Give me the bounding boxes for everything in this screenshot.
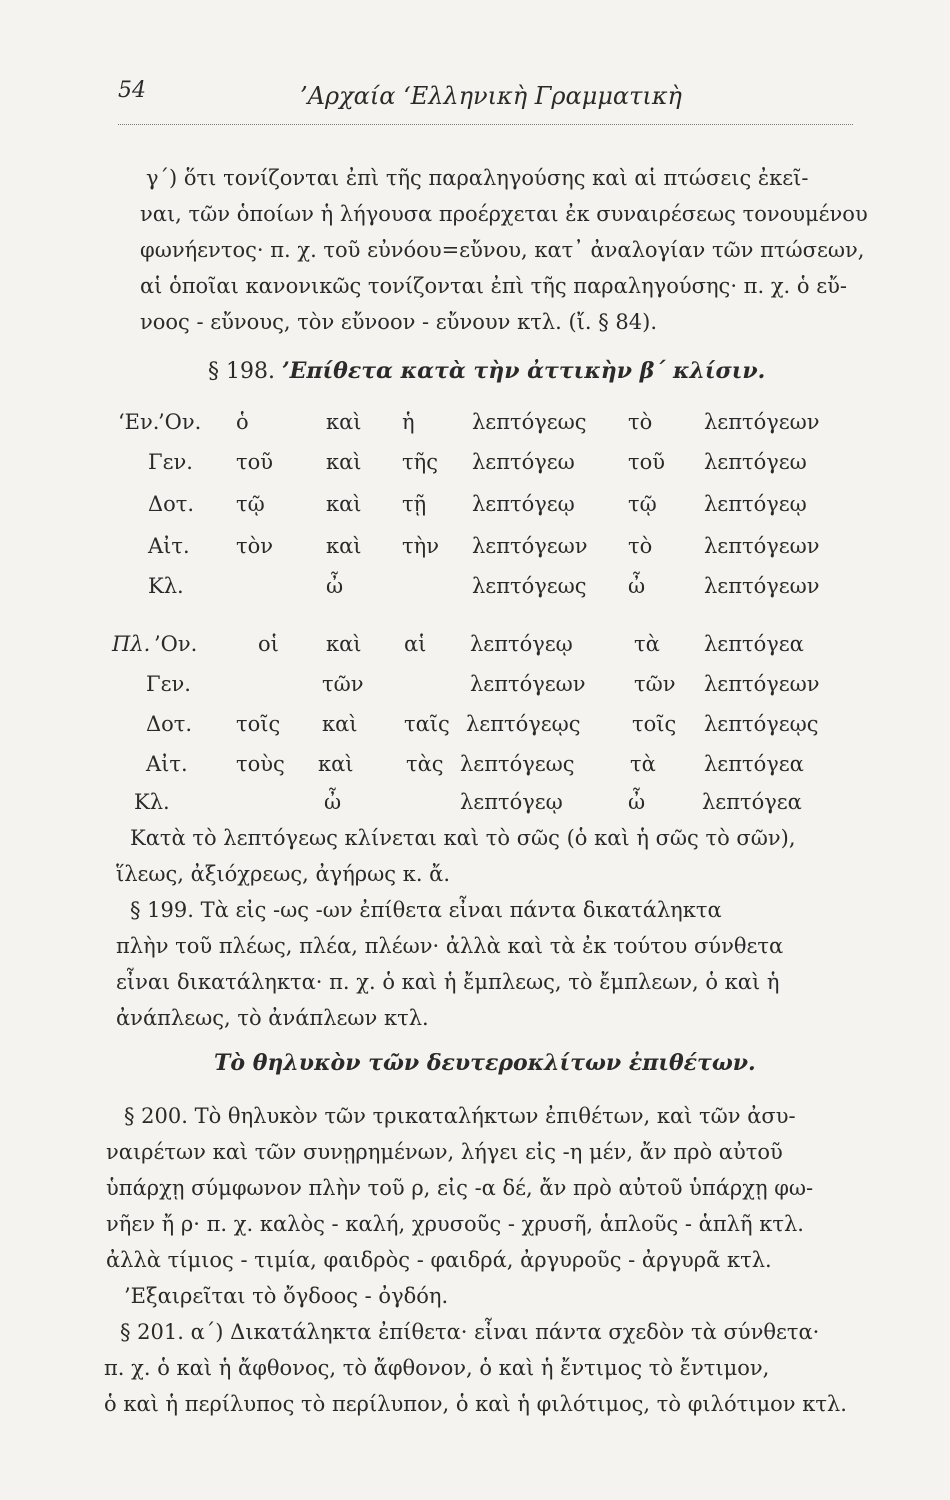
number-label: ‘Εν. [118,410,160,434]
neut-form: λεπτόγεῳ [704,492,807,516]
section-title: ’Επίθετα κατὰ τὴν ἀττικὴν β´ κλίσιν. [281,358,766,384]
fem-article: τῇ [402,492,427,516]
running-title: ’Αρχαία ‘Ελληνικὴ Γραμματικὴ [300,82,682,110]
case-label: Αἰτ. [148,534,190,558]
adjective-form: λεπτόγεων [470,672,586,696]
article: τῶν [322,672,364,696]
fem-article: τῆς [402,450,438,474]
case-label: Γεν. [148,450,193,474]
text-line: ἀλλὰ τίμιος - τιμία, φαιδρὸς - φαιδρά, ἀργυροῦς - ἀργυρᾶ κτλ. [106,1248,772,1272]
neut-article: τὰ [630,752,656,776]
neut-form: λεπτόγεα [704,632,804,656]
text-line: πλὴν τοῦ πλέως, πλέα, πλέων· ἀλλὰ καὶ τὰ ἐκ τούτου σύνθετα [116,934,784,958]
text-line: αἱ ὁποῖαι κανονικῶς τονίζονται ἐπὶ τῆς παραληγούσης· π. χ. ὁ εὔ- [140,274,847,298]
text-line: π. χ. ὁ καὶ ἡ ἄφθονος, τὸ ἄφθονον, ὁ καὶ ἡ ἔντιμος τὸ ἔντιμον, [104,1356,770,1380]
intro-paragraph [140,160,868,340]
adjective-form: λεπτόγεων [472,534,588,558]
masc-article: τοῖς [236,712,281,736]
text-line: § 200. Τὸ θηλυκὸν τῶν τρικαταλήκτων ἐπιθέτων, καὶ τῶν ἀσυ- [124,1104,796,1128]
neut-form: λεπτόγεα [704,752,804,776]
text-line: § 201. α´) Δικατάληκτα ἐπίθετα· εἶναι πάντα σχεδὸν τὰ σύνθετα· [120,1320,820,1344]
neut-article: ὦ [628,790,646,814]
adjective-form: λεπτόγεως [472,574,587,598]
conjunction: καὶ [326,492,362,516]
fem-article: ταῖς [404,712,450,736]
neut-article: τὸ [628,410,653,434]
masc-article: οἱ [258,632,279,656]
neut-form: λεπτόγεων [704,410,820,434]
text-line: εἶναι δικατάληκτα· π. χ. ὁ καὶ ἡ ἔμπλεως, τὸ ἔμπλεων, ὁ καὶ ἡ [116,970,780,994]
text-line: νοος - εὔνους, τὸν εὔνοον - εὔνουν κτλ. (ἴ. § 84). [140,310,658,334]
neut-article: τῶν [634,672,676,696]
text-line: § 199. Τὰ εἰς -ως -ων ἐπίθετα εἶναι πάντα δικατάληκτα [130,898,722,922]
section-199-paragraph [116,892,876,1036]
vocative-particle: ὦ [326,574,344,598]
masc-article: τὸν [236,534,274,558]
subheading: Τὸ θηλυκὸν τῶν δευτεροκλίτων ἐπιθέτων. [214,1050,756,1076]
text-line: Κατὰ τὸ λεπτόγεως κλίνεται καὶ τὸ σῶς (ὁ καὶ ἡ σῶς τὸ σῶν), [130,826,796,850]
neut-article: τῷ [628,492,657,516]
case-label: ’Ον. [158,410,202,434]
vocative-particle: ὦ [324,790,342,814]
adjective-form: λεπτόγεως [460,752,575,776]
conjunction: καὶ [326,410,362,434]
text-line: νῆεν ἤ ρ· π. χ. καλὸς - καλή, χρυσοῦς - χρυσῆ, ἁπλοῦς - ἁπλῆ κτλ. [106,1212,804,1236]
neut-form: λεπτόγεων [704,574,820,598]
text-line: ναιρέτων καὶ τῶν συνῃρημένων, λήγει εἰς -η μέν, ἄν πρὸ αὐτοῦ [106,1140,783,1164]
neut-form: λεπτόγεα [702,790,802,814]
adjective-form: λεπτόγεως [472,410,587,434]
neut-article: τοῖς [632,712,677,736]
fem-article: ἡ [402,410,415,434]
neut-form: λεπτόγεων [704,534,820,558]
text-line: ναι, τῶν ὁποίων ἡ λήγουσα προέρχεται ἐκ συναιρέσεως τονουμένου [140,202,868,226]
header-rule [118,124,853,125]
case-label: Γεν. [146,672,191,696]
after-table-paragraph [116,820,876,892]
case-label: Κλ. [134,790,170,814]
neut-form: λεπτόγεῳς [704,712,819,736]
conjunction: καὶ [326,450,362,474]
neut-article: τὰ [634,632,660,656]
case-label: Αἰτ. [146,752,188,776]
case-label: Κλ. [148,574,184,598]
adjective-form: λεπτόγεῳς [466,712,581,736]
text-line: φωνήεντος· π. χ. τοῦ εὐνόου=εὔνου, κατ᾽ ἀναλογίαν τῶν πτώσεων, [140,238,865,262]
text-line: ’Εξαιρεῖται τὸ ὄγδοος - ὀγδόη. [124,1284,449,1308]
conjunction: καὶ [318,752,354,776]
section-number: § 198. [208,359,275,384]
fem-article: τὴν [402,534,439,558]
conjunction: καὶ [326,534,362,558]
section-200-paragraph [106,1098,876,1314]
page-number: 54 [118,78,146,103]
adjective-form: λεπτόγεῳ [472,492,575,516]
fem-article: τὰς [406,752,444,776]
text-line: ἀνάπλεως, τὸ ἀνάπλεων κτλ. [116,1006,429,1030]
text-line: γ´) ὅτι τονίζονται ἐπὶ τῆς παραληγούσης καὶ αἱ πτώσεις ἐκεῖ- [146,166,809,190]
neut-article: τὸ [628,534,653,558]
neut-form: λεπτόγεω [704,450,807,474]
case-label: ’Ον. [154,632,198,656]
masc-article: τοὺς [236,752,285,776]
conjunction: καὶ [326,632,362,656]
case-label: Δοτ. [148,492,195,516]
neut-article: τοῦ [628,450,666,474]
text-line: ὁ καὶ ἡ περίλυπος τὸ περίλυπον, ὁ καὶ ἡ φιλότιμος, τὸ φιλότιμον κτλ. [104,1392,847,1416]
text-line: ὑπάρχῃ σύμφωνον πλὴν τοῦ ρ, εἰς -α δέ, ἄν πρὸ αὐτοῦ ὑπάρχῃ φω- [106,1176,814,1200]
conjunction: καὶ [322,712,358,736]
fem-article: αἱ [404,632,427,656]
section-201-paragraph [104,1314,874,1422]
adjective-form: λεπτόγεῳ [470,632,573,656]
section-198-heading [208,358,765,384]
masc-article: τῷ [236,492,265,516]
neut-article: ὦ [628,574,646,598]
masc-article: τοῦ [236,450,274,474]
number-label: Πλ. [112,632,151,656]
text-line: ἵλεως, ἀξιόχρεως, ἀγήρως κ. ἄ. [116,862,451,886]
declension-table [112,410,858,814]
masc-article: ὁ [236,410,249,434]
adjective-form: λεπτόγεω [472,450,575,474]
adjective-form: λεπτόγεῳ [460,790,563,814]
case-label: Δοτ. [146,712,193,736]
neut-form: λεπτόγεων [704,672,820,696]
